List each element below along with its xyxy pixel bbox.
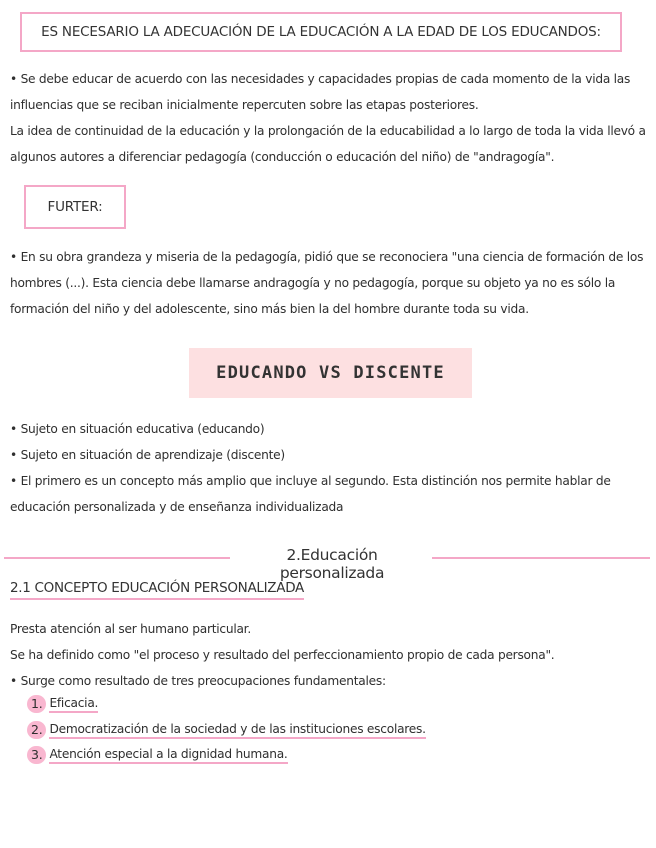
text-line: influencias que se reciban inicialmente repercuten sobre las etapas posteriores. <box>10 98 479 112</box>
concept-paragraph <box>10 616 554 694</box>
furter-box <box>24 185 126 229</box>
list-label: Atención especial a la dignidad humana. <box>49 747 287 764</box>
divider-right <box>432 557 650 559</box>
text-line: • Se debe educar de acuerdo con las necesidades y capacidades propias de cada momento de la vida las <box>10 72 631 86</box>
text-line: • Sujeto en situación de aprendizaje (discente) <box>10 448 285 462</box>
text-line: formación del niño y del adolescente, sino más bien la del hombre durante toda su vida. <box>10 302 529 316</box>
text-line: • El primero es un concepto más amplio que incluye al segundo. Esta distinción nos permite hablar de <box>10 474 611 488</box>
intro-paragraph <box>10 66 646 170</box>
furter-paragraph <box>10 244 643 322</box>
list-number: 2. <box>27 721 46 739</box>
furter-label: FURTER: <box>47 199 103 215</box>
text-line: algunos autores a diferenciar pedagogía (conducción o educación del niño) de "andragogía". <box>10 150 555 164</box>
text-line: hombres (...). Esta ciencia debe llamarse andragogía y no pedagogía, porque su objeto ya no es sólo la <box>10 276 616 290</box>
text-line: Presta atención al ser humano particular. <box>10 622 251 636</box>
highlight-title-text: EDUCANDO VS DISCENTE <box>216 363 445 383</box>
educando-vs-discente-heading <box>189 348 472 398</box>
title-box <box>20 12 622 52</box>
text-line: • Sujeto en situación educativa (educando) <box>10 422 265 436</box>
list-item <box>27 721 426 739</box>
text-line: • Surge como resultado de tres preocupaciones fundamentales: <box>10 674 386 688</box>
list-number: 1. <box>27 695 46 713</box>
page-title: ES NECESARIO LA ADECUACIÓN DE LA EDUCACIÓN A LA EDAD DE LOS EDUCANDOS: <box>41 24 601 40</box>
text-line: La idea de continuidad de la educación y la prolongación de la educabilidad a lo largo de toda la vida llevó a <box>10 124 646 138</box>
list-label: Eficacia. <box>49 696 98 713</box>
text-line: educación personalizada y de enseñanza individualizada <box>10 500 344 514</box>
list-label: Democratización de la sociedad y de las instituciones escolares. <box>49 722 425 739</box>
section-title: 2.Educación personalizada <box>279 546 385 582</box>
text-line: • En su obra grandeza y miseria de la pedagogía, pidió que se reconociera "una ciencia de formación de los <box>10 250 644 264</box>
divider-left <box>4 557 230 559</box>
section-heading <box>4 544 650 582</box>
educando-paragraph <box>10 416 611 520</box>
list-item <box>27 695 98 713</box>
subsection-title: 2.1 CONCEPTO EDUCACIÓN PERSONALIZADA <box>10 580 304 600</box>
list-number: 3. <box>27 746 46 764</box>
list-item <box>27 746 288 764</box>
text-line: Se ha definido como "el proceso y resultado del perfeccionamiento propio de cada persona". <box>10 648 555 662</box>
